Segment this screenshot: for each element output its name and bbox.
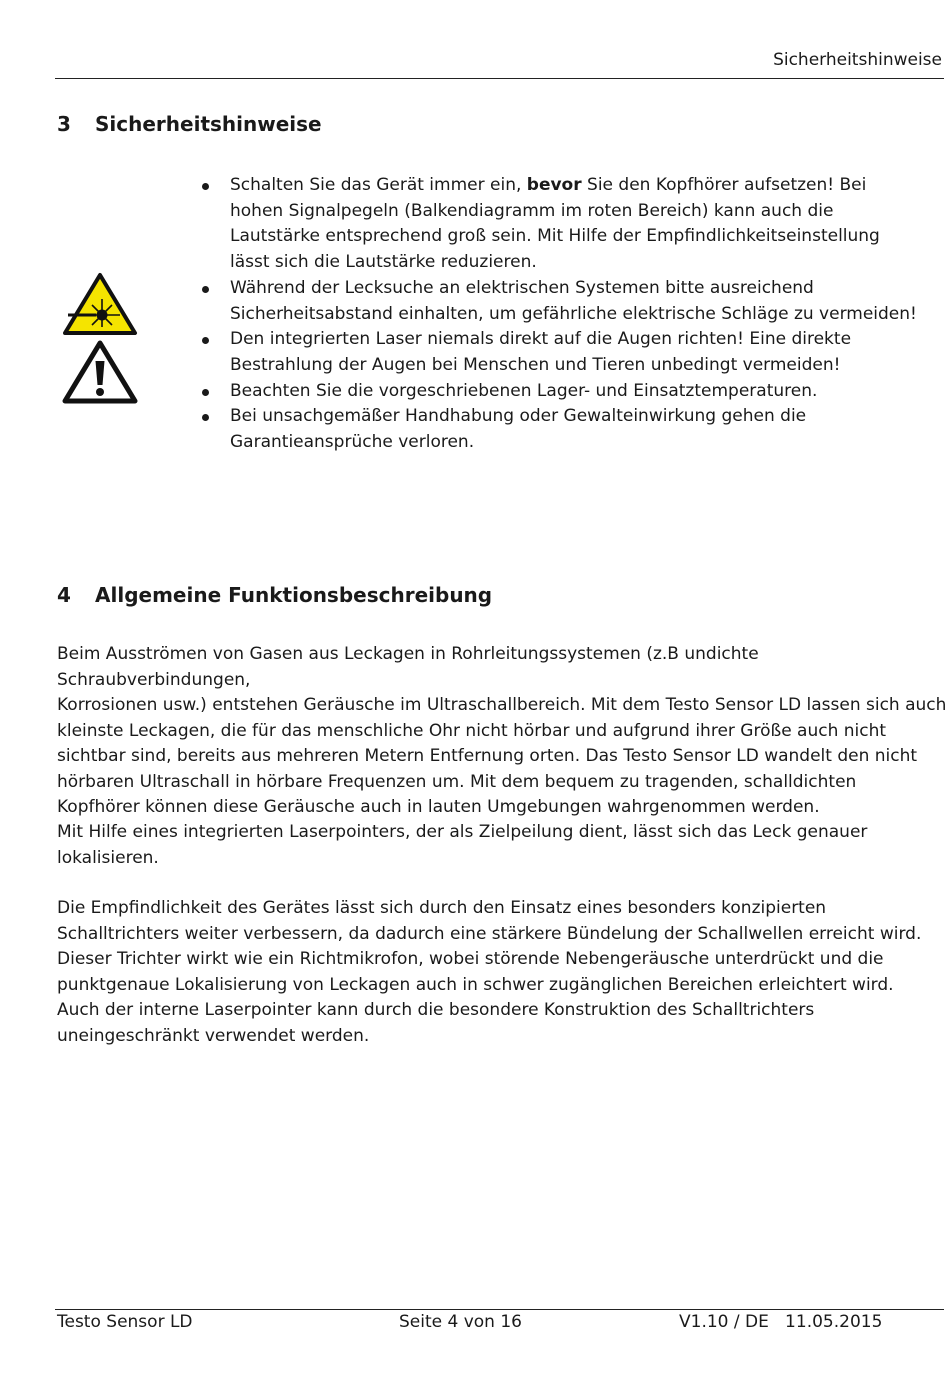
footer-page-number: Seite 4 von 16 [399,1312,522,1332]
safety-note: Schalten Sie das Gerät immer ein, bevor Sie den Kopfhörer aufsetzen! Bei hohen Signalpegeln (Balkendiagramm im roten Bereich) kann auch die Lautstärke entsprechend groß sein. Mit Hilfe der Empfindlichkeitseinstellung lässt sich die Lautstärke reduzieren. [197,173,917,276]
section-4-title: Allgemeine Funktionsbeschreibung [95,583,493,607]
header-rule [55,78,944,79]
running-header-title: Sicherheitshinweise [773,50,942,70]
safety-note: Beachten Sie die vorgeschriebenen Lager- und Einsatztemperaturen. [197,379,917,405]
section-3-heading [57,112,322,136]
paragraph: Die Empfindlichkeit des Gerätes lässt sich durch den Einsatz eines besonders konzipierten Schalltrichters weiter verbessern, da dadurch eine stärkere Bündelung der Schallwellen erreicht wird. Dieser Trichter wirkt wie ein Richtmikrofon, wobei störende Nebengeräusche unterdrückt und die punktgenaue Lokalisierung von Leckagen auch in schwer zugänglichen Bereichen erleichtert wird. Auch der interne Laserpointer kann durch die besondere Konstruktion des Schalltrichters uneingeschränkt verwendet werden. [57,898,922,1046]
footer-rule [55,1309,944,1310]
paragraph: Beim Ausströmen von Gasen aus Leckagen in Rohrleitungssystemen (z.B undichte Schraubverbindungen, Korrosionen usw.) entstehen Geräusche im Ultraschallbereich. Mit dem Testo Sensor LD lassen sich auch kleinste Leckagen, die für das menschliche Ohr nicht hörbar und aufgrund ihrer Größe auch nicht sichtbar sind, bereits aus mehreren Metern Entfernung orten. Das Testo Sensor LD wandelt den nicht hörbaren Ultraschall in hörbare Frequenzen um. Mit dem bequem zu tragenden, schalldichten Kopfhörer können diese Geräusche auch in lauten Umgebungen wahrgenommen werden. [57,644,947,817]
general-warning-icon [62,339,138,405]
warning-icons [62,272,138,405]
safety-note: Während der Lecksuche an elektrischen Systemen bitte ausreichend Sicherheitsabstand einhalten, um gefährliche elektrische Schläge zu vermeiden! [197,276,917,327]
section-3-title: Sicherheitshinweise [95,112,322,136]
safety-notes-list [197,173,917,456]
section-4-heading [57,583,492,607]
laser-warning-icon [62,272,138,336]
section-3-number: 3 [57,112,71,136]
section-4-number: 4 [57,583,71,607]
emphasis-bevor: bevor [526,175,582,195]
footer-version-date: V1.10 / DE 11.05.2015 [679,1312,883,1332]
safety-note: Bei unsachgemäßer Handhabung oder Gewalteinwirkung gehen die Garantieansprüche verloren. [197,404,917,455]
safety-note: Den integrierten Laser niemals direkt auf die Augen richten! Eine direkte Bestrahlung der Augen bei Menschen und Tieren unbedingt vermeiden! [197,327,917,378]
footer-product: Testo Sensor LD [57,1312,193,1332]
paragraph: Mit Hilfe eines integrierten Laserpointers, der als Zielpeilung dient, lässt sich das Leck genauer lokalisieren. [57,822,868,868]
